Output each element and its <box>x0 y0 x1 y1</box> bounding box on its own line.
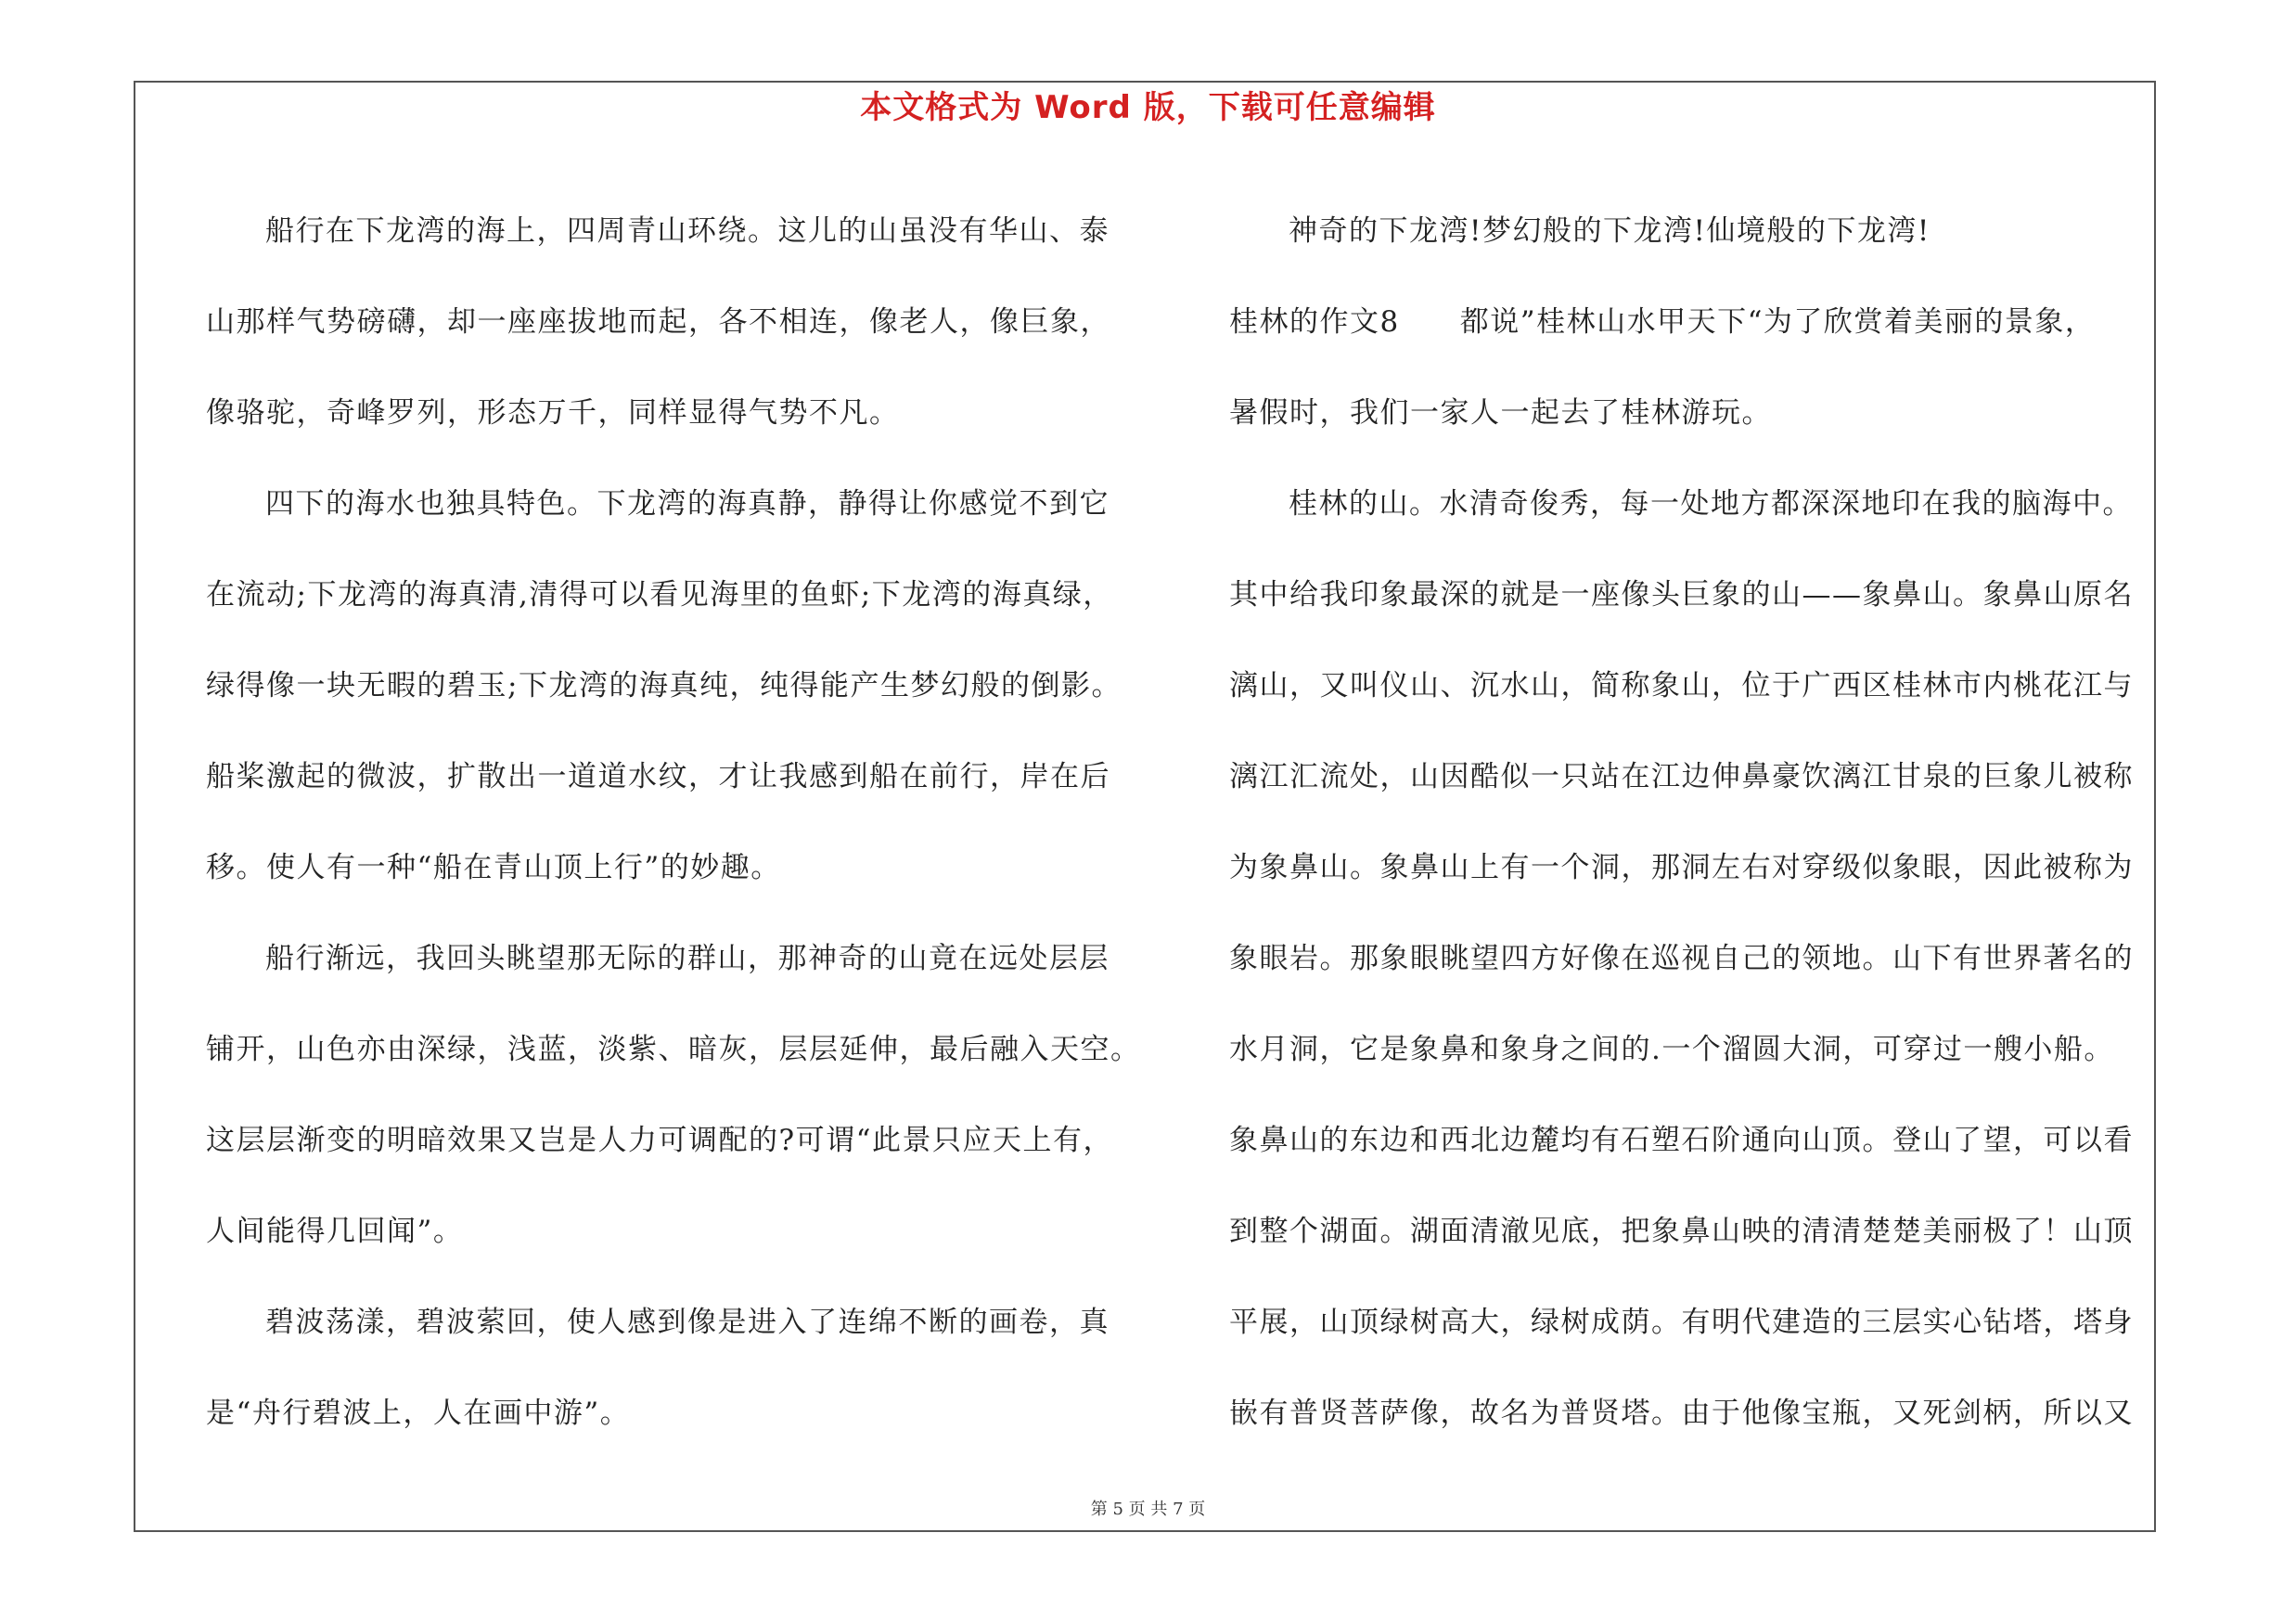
text-line: 漓山，又叫仪山、沉水山，简称象山，位于广西区桂林市内桃花江与 <box>1229 669 2134 702</box>
text-line: 神奇的下龙湾!梦幻般的下龙湾!仙境般的下龙湾! <box>1289 214 1930 248</box>
text-line: 绿得像一块无暇的碧玉;下龙湾的海真纯，纯得能产生梦幻般的倒影。 <box>206 669 1122 702</box>
text-line: 船桨激起的微波，扩散出一道道水纹，才让我感到船在前行，岸在后 <box>206 760 1110 793</box>
text-line: 四下的海水也独具特色。下龙湾的海真静，静得让你感觉不到它 <box>265 487 1110 521</box>
text-line: 人间能得几回闻”。 <box>206 1215 464 1248</box>
text-line: 水月洞，它是象鼻和象身之间的.一个溜圆大洞，可穿过一艘小船。 <box>1229 1033 2114 1066</box>
text-line: 这层层渐变的明暗效果又岂是人力可调配的?可谓“此景只应天上有， <box>206 1124 1113 1157</box>
text-line: 平展，山顶绿树高大，绿树成荫。有明代建造的三层实心钻塔，塔身 <box>1229 1306 2134 1339</box>
text-line: 象眼岩。那象眼眺望四方好像在巡视自己的领地。山下有世界著名的 <box>1229 942 2134 975</box>
text-line: 像骆驼，奇峰罗列，形态万千，同样显得气势不凡。 <box>206 396 900 430</box>
text-line: 漓江汇流处，山因酷似一只站在江边伸鼻豪饮漓江甘泉的巨象儿被称 <box>1229 760 2134 793</box>
text-line: 象鼻山的东边和西北边麓均有石塑石阶通向山顶。登山了望，可以看 <box>1229 1124 2134 1157</box>
left-text-column <box>206 186 1143 1459</box>
text-line: 铺开，山色亦由深绿，浅蓝，淡紫、暗灰，层层延伸，最后融入天空。 <box>206 1033 1141 1066</box>
text-line: 是“舟行碧波上，人在画中游”。 <box>206 1397 631 1430</box>
text-line: 在流动;下龙湾的海真清,清得可以看见海里的鱼虾;下龙湾的海真绿， <box>206 578 1113 612</box>
text-line: 暑假时，我们一家人一起去了桂林游玩。 <box>1229 396 1772 430</box>
text-line: 移。使人有一种“船在青山顶上行”的妙趣。 <box>206 851 781 884</box>
page-number-footer: 第 5 页 共 7 页 <box>1090 1500 1206 1519</box>
text-line: 嵌有普贤菩萨像，故名为普贤塔。由于他像宝瓶，又死剑柄，所以又 <box>1229 1397 2134 1430</box>
text-line: 山那样气势磅礴，却一座座拔地而起，各不相连，像老人，像巨象， <box>206 305 1110 339</box>
text-line: 为象鼻山。象鼻山上有一个洞，那洞左右对穿级似象眼，因此被称为 <box>1229 851 2134 884</box>
text-line: 桂林的作文8 都说”桂林山水甲天下“为了欣赏着美丽的景象， <box>1229 305 2096 339</box>
text-line: 到整个湖面。湖面清澈见底，把象鼻山映的清清楚楚美丽极了！山顶 <box>1229 1215 2134 1248</box>
text-line: 碧波荡漾，碧波萦回，使人感到像是进入了连绵不断的画卷，真 <box>265 1306 1110 1339</box>
right-text-column <box>1229 186 2166 1459</box>
text-line: 其中给我印象最深的就是一座像头巨象的山——象鼻山。象鼻山原名 <box>1229 578 2134 612</box>
text-line: 桂林的山。水清奇俊秀，每一处地方都深深地印在我的脑海中。 <box>1289 487 2133 521</box>
text-line: 船行在下龙湾的海上，四周青山环绕。这儿的山虽没有华山、泰 <box>265 214 1110 248</box>
text-line: 船行渐远，我回头眺望那无际的群山，那神奇的山竟在远处层层 <box>265 942 1110 975</box>
document-header-title: 本文格式为 Word 版，下载可任意编辑 <box>860 89 1436 126</box>
